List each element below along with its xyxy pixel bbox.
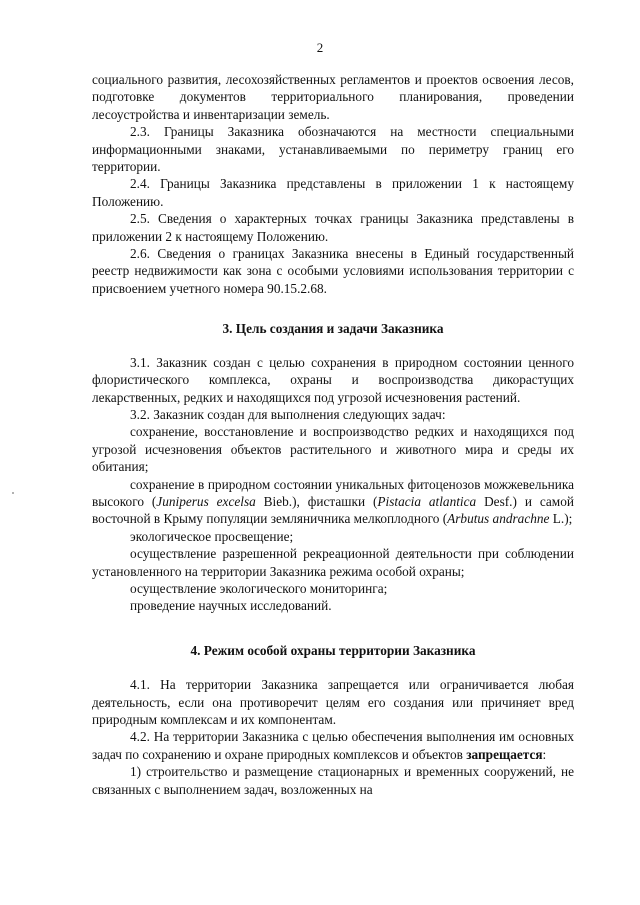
prohibited-keyword: запрещается [466, 746, 543, 762]
paragraph-3-1: 3.1. Заказник создан с целью сохранения в природном состоянии ценного флористического комплекса, охраны и воспроизводства дикорастущих лекарственных, редких и находящихся под угрозой исчезновения растений. [92, 354, 574, 405]
task-item-1: сохранение, восстановление и воспроизводство редких и находящихся под угрозой исчезновения объектов растительного и животного мира и среды их обитания; [92, 424, 574, 475]
scan-speck [12, 492, 14, 494]
task-item-5: осуществление экологического мониторинга; [130, 580, 388, 596]
paragraph-2-5: 2.5. Сведения о характерных точках границы Заказника представлены в приложении 2 к настоящему Положению. [92, 211, 574, 244]
paragraph-4-2: 4.2. На территории Заказника с целью обеспечения выполнения им основных задач по сохранению и охране природных комплексов и объектов запрещается: [92, 729, 574, 762]
section-heading-3: 3. Цель создания и задачи Заказника [222, 321, 444, 337]
paragraph-2-3: 2.3. Границы Заказника обозначаются на местности специальными информационными знаками, устанавливаемыми по периметру границ его территории. [92, 124, 574, 175]
page-number: 2 [316, 40, 324, 55]
task-item-4: осуществление разрешенной рекреационной деятельности при соблюдении установленного на территории Заказника режима особой охраны; [92, 546, 574, 579]
task-item-3: экологическое просвещение; [130, 528, 294, 544]
species-pistacia: Pistacia atlantica [377, 493, 477, 509]
paragraph-intro: социального развития, лесохозяйственных регламентов и проектов освоения лесов, подготовке документов территориального планирования, проведении лесоустройства и инвентаризации земель. [92, 72, 574, 122]
species-arbutus: Arbutus andrachne [447, 511, 550, 527]
species-juniperus: Juniperus excelsa [156, 493, 256, 509]
section-heading-4: 4. Режим особой охраны территории Заказника [190, 642, 476, 658]
task-item-6: проведение научных исследований. [130, 598, 332, 614]
paragraph-3-2: 3.2. Заказник создан для выполнения следующих задач: [130, 406, 446, 422]
paragraph-4-1: 4.1. На территории Заказника запрещается или ограничивается любая деятельность, если она противоречит целям его создания или причиняет вред природным комплексам и их компонентам. [92, 677, 574, 727]
paragraph-2-4: 2.4. Границы Заказника представлены в приложении 1 к настоящему Положению. [92, 176, 574, 209]
paragraph-2-6: 2.6. Сведения о границах Заказника внесены в Единый государственный реестр недвижимости как зона с особыми условиями использования территории с присвоением учетного номера 90.15.2.68. [92, 246, 574, 296]
document-body [92, 71, 574, 798]
task-item-2: сохранение в природном состоянии уникальных фитоценозов можжевельника высокого (Juniperus excelsa Bieb.), фисташки (Pistacia atlantica Desf.) и самой восточной в Крыму популяции земляничника мелкоплодного (Arbutus andrachne L.); [92, 476, 574, 527]
list-item-1: 1) строительство и размещение стационарных и временных сооружений, не связанных с выполнением задач, возложенных на [92, 764, 574, 797]
